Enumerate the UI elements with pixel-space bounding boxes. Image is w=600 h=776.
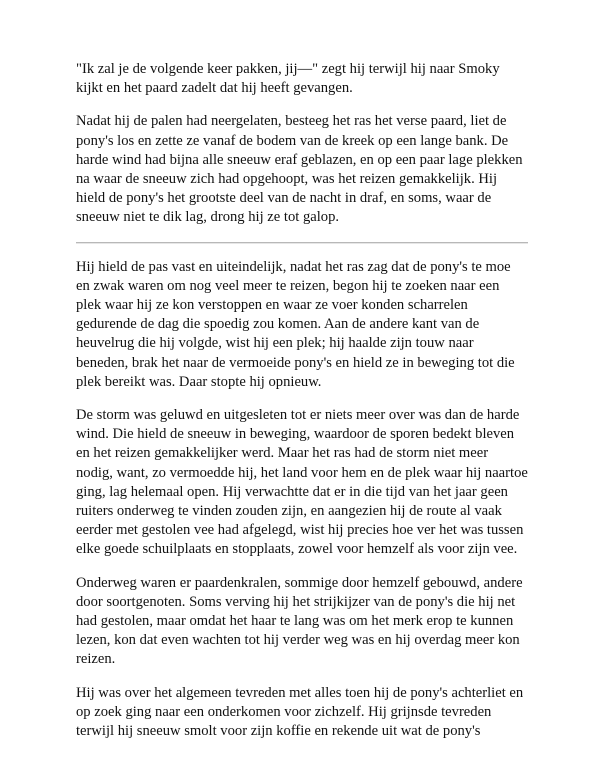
paragraph-shelter: Hij was over het algemeen tevreden met alles toen hij de pony's achterliet en op zoek ging naar een onderkomen voor zichzelf. Hij grijnsde tevreden terwijl hij sneeuw smolt voor zijn koffie en rekende uit wat de pony's	[76, 684, 524, 740]
paragraph-hiding-place: Hij hield de pas vast en uiteindelijk, nadat het ras zag dat de pony's te moe en zwak waren om nog veel meer te reizen, begon hij te zoeken naar een plek waar hij ze kon verstoppen en waar ze voer konden scharrelen gedurende de dag die spoedig zou komen. Aan de andere kant van de heuvelrug die hij volgde, wist hij een plek; hij haalde zijn touw naar beneden, brak het naar de vermoeide pony's en hield ze in beweging tot die plek bereikt was. Daar stopte hij opnieuw.	[76, 258, 515, 390]
document-page	[76, 60, 528, 741]
section-divider	[76, 242, 528, 244]
paragraph-storm: De storm was geluwd en uitgesleten tot er niets meer over was dan de harde wind. Die hield de sneeuw in beweging, waardoor de sporen bedekt bleven en het reizen gemakkelijker werd. Maar het ras had de storm niet meer nodig, want, zo vermoedde hij, het land voor hem en de plek waar hij naartoe ging, lag helemaal open. Hij verwachtte dat er in die tijd van het jaar geen ruiters onderweg te vinden zouden zijn, en aangezien hij de route al vaak eerder met gestolen vee had afgelegd, wist hij precies hoe ver het was tussen elke goede schuilplaats en stopplaats, zowel voor hemzelf als voor zijn vee.	[76, 407, 528, 558]
paragraph-dialogue: "Ik zal je de volgende keer pakken, jij—" zegt hij terwijl hij naar Smoky kijkt en het paard zadelt dat hij heeft gevangen.	[76, 61, 500, 97]
paragraph-ride-night: Nadat hij de palen had neergelaten, besteeg het ras het verse paard, liet de pony's los en zette ze vanaf de bodem van de kreek op een lange bank. De harde wind had bijna alle sneeuw eraf geblazen, en op een paar lage plekken na waar de sneeuw zich had opgehoopt, was het reizen gemakkelijk. Hij hield de pony's het grootste deel van de nacht in draf, en soms, waar de sneeuw niet te dik lag, drong hij ze tot galop.	[76, 113, 523, 226]
paragraph-horse-corrals: Onderweg waren er paardenkralen, sommige door hemzelf gebouwd, andere door soortgenoten. Soms verving hij het strijkijzer van de pony's die hij net had gestolen, maar omdat het haar te lang was om het merk erop te kunnen lezen, kon dat even wachten tot hij verder weg was en hij overdag meer kon reizen.	[76, 574, 523, 668]
